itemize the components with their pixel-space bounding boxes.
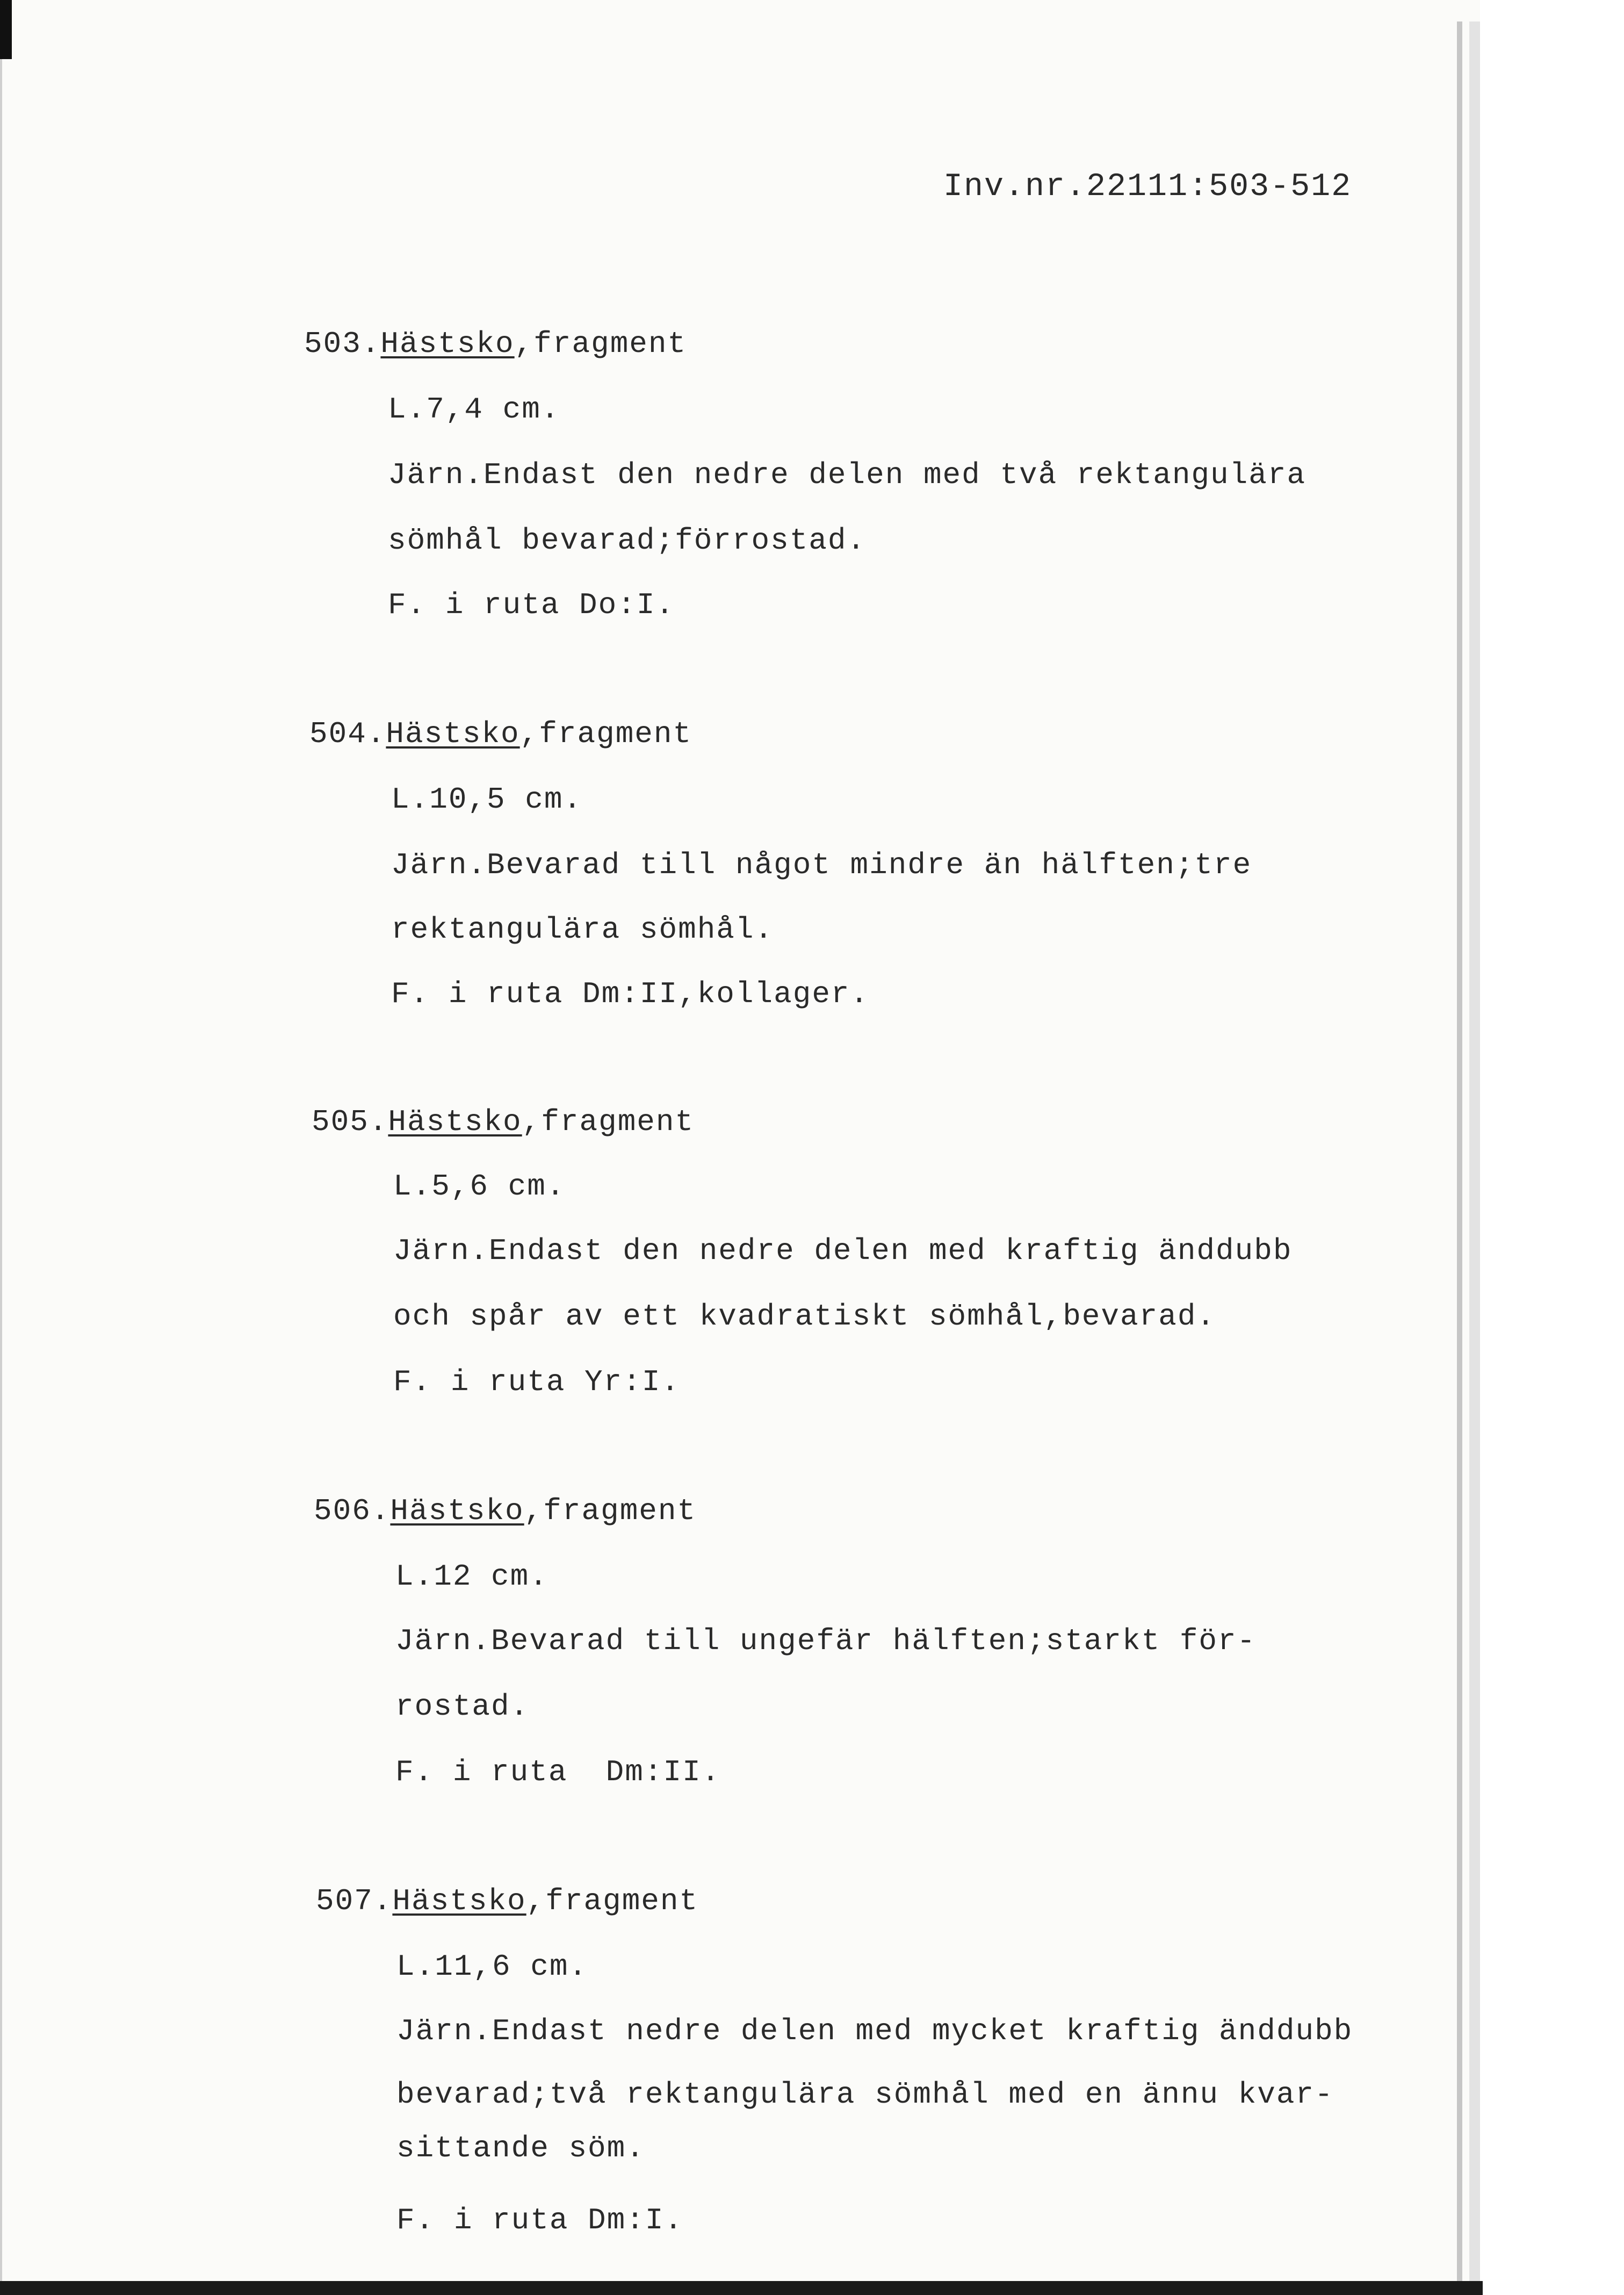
entry-line: F. i ruta Dm:I.: [396, 2203, 684, 2238]
inventory-number: Inv.nr.22111:503-512: [943, 169, 1352, 205]
scan-bottom-edge: [0, 2281, 1483, 2295]
entry-title: Hästsko: [380, 327, 515, 361]
entry-heading: [304, 327, 687, 361]
entry-line: Järn.Bevarad till något mindre än hälften;tre: [391, 848, 1252, 882]
entry-title: Hästsko: [390, 1494, 524, 1528]
entry-number: 506.: [314, 1494, 391, 1528]
entry-number: 507.: [316, 1884, 393, 1918]
scan-corner-mark: [0, 0, 12, 59]
entry-number: 504.: [309, 717, 386, 751]
entry-subtitle: ,fragment: [514, 327, 687, 361]
entry-line: L.12 cm.: [395, 1559, 548, 1594]
entry-line: F. i ruta Do:I.: [388, 588, 675, 622]
entry-line: L.7,4 cm.: [388, 392, 560, 427]
entry-title: Hästsko: [388, 1105, 522, 1139]
entry-line: L.11,6 cm.: [396, 1949, 588, 1984]
entry-subtitle: ,fragment: [519, 717, 692, 751]
entry-title: Hästsko: [386, 717, 520, 751]
entry-line: Järn.Endast den nedre delen med två rektangulära: [388, 458, 1307, 492]
entry-heading: [312, 1105, 694, 1139]
entry-heading: [314, 1494, 696, 1528]
entry-number: 503.: [304, 327, 381, 361]
entry-line: sittande söm.: [396, 2131, 645, 2165]
entry-heading: [309, 717, 692, 751]
entry-line: och spår av ett kvadratiskt sömhål,bevarad.: [393, 1299, 1216, 1334]
entry-line: F. i ruta Yr:I.: [393, 1365, 681, 1399]
entry-line: sömhål bevarad;förrostad.: [388, 523, 867, 558]
scan-right-edge-shadow: [1469, 21, 1480, 2295]
entry-number: 505.: [312, 1105, 388, 1139]
entry-line: Järn.Endast nedre delen med mycket kraftig änddubb: [396, 2014, 1353, 2048]
entry-line: rektangulära sömhål.: [391, 912, 774, 947]
scan-left-edge: [0, 59, 2, 2295]
entry-line: F. i ruta Dm:II.: [395, 1755, 721, 1789]
entry-line: L.10,5 cm.: [391, 782, 583, 817]
scan-right-edge: [1457, 21, 1462, 2295]
entry-line: F. i ruta Dm:II,kollager.: [391, 977, 870, 1011]
entry-heading: [316, 1884, 698, 1918]
entry-subtitle: ,fragment: [524, 1494, 697, 1528]
entry-line: L.5,6 cm.: [393, 1169, 566, 1204]
entry-line: bevarad;två rektangulära sömhål med en ännu kvar-: [396, 2077, 1334, 2112]
entry-line: rostad.: [395, 1689, 530, 1724]
entry-title: Hästsko: [392, 1884, 526, 1918]
entry-subtitle: ,fragment: [522, 1105, 695, 1139]
entry-line: Järn.Endast den nedre delen med kraftig änddubb: [393, 1234, 1293, 1268]
entry-subtitle: ,fragment: [526, 1884, 699, 1918]
entry-line: Järn.Bevarad till ungefär hälften;starkt för-: [395, 1624, 1257, 1658]
scan-right-margin: [1480, 0, 1624, 2295]
